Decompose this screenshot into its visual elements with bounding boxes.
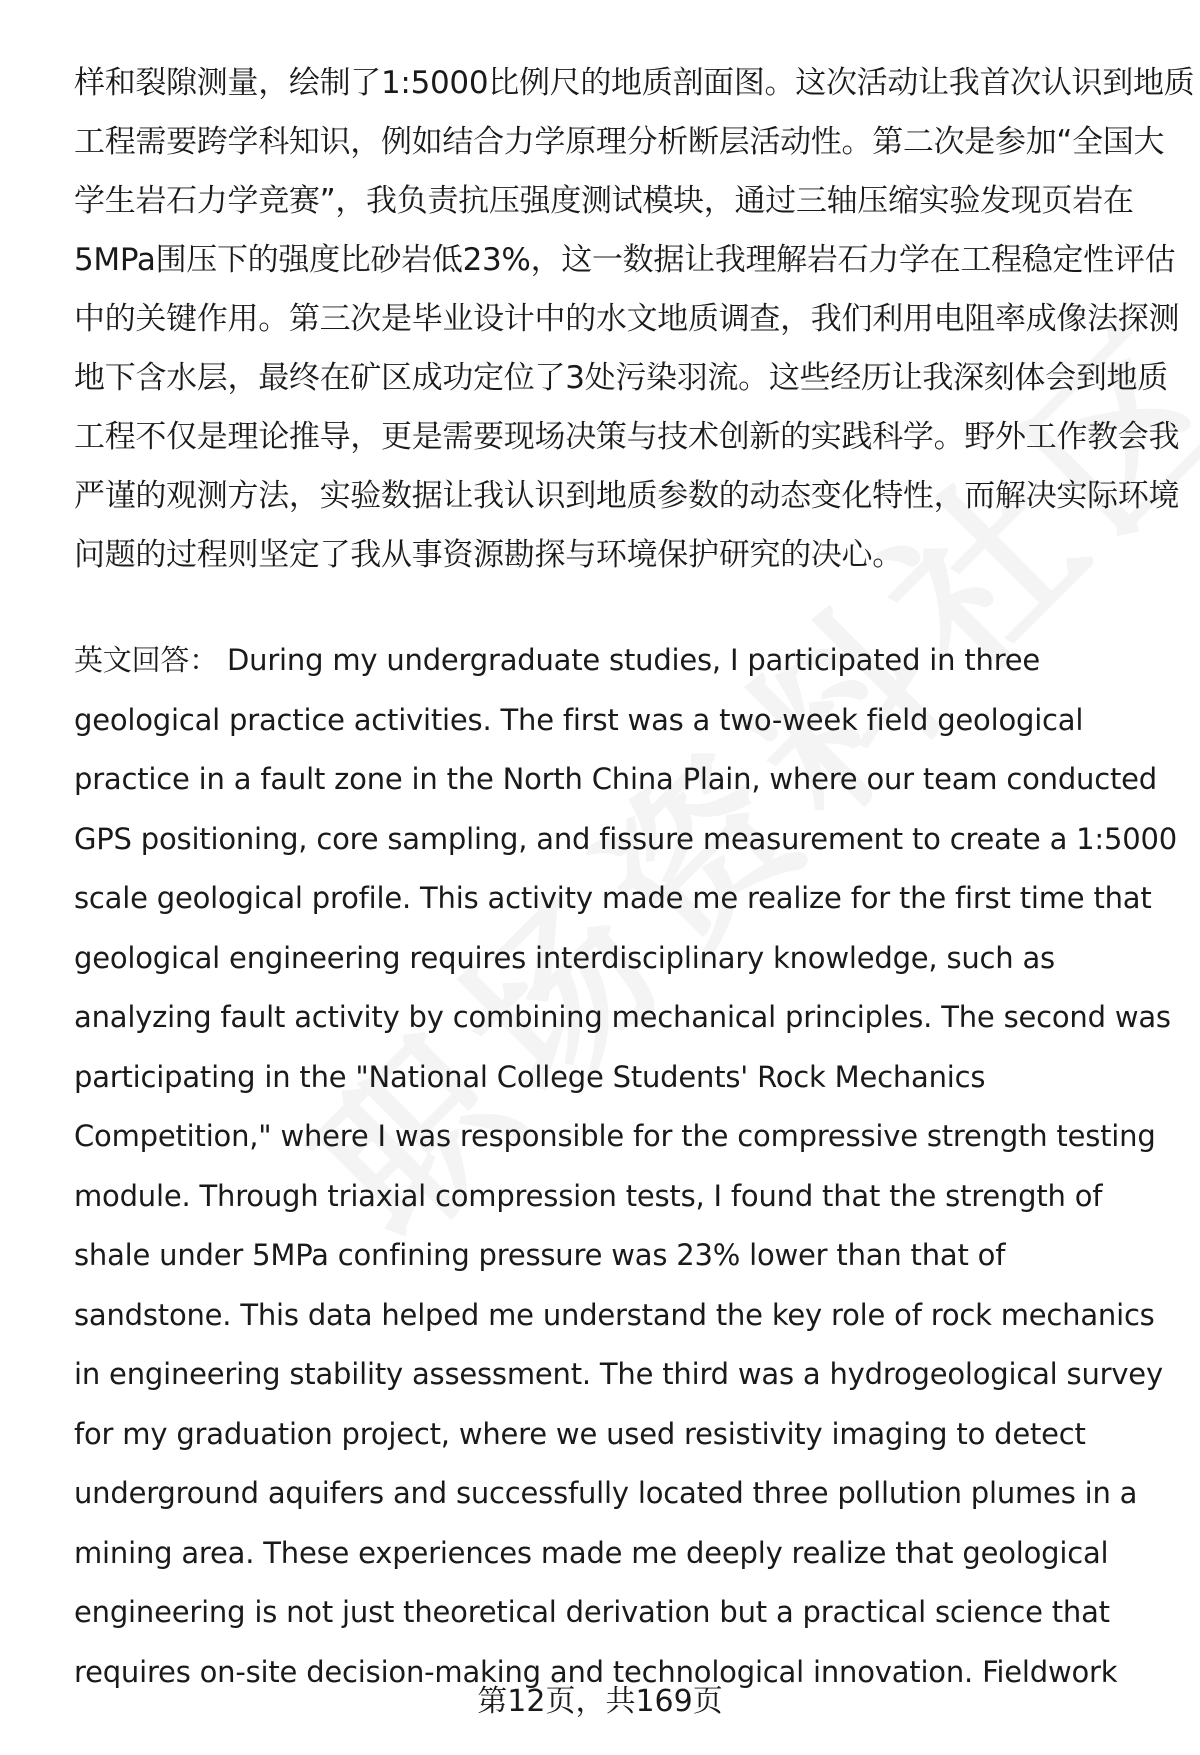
- text-line: 工程需要跨学科知识，例如结合力学原理分析断层活动性。第二次是参加“全国大: [74, 124, 1165, 160]
- chinese-paragraph: [74, 54, 1195, 585]
- text-line: 问题的过程则坚定了我从事资源勘探与环境保护研究的决心。: [74, 537, 903, 573]
- document-body: [74, 54, 1195, 1702]
- text-line: in engineering stability assessment. The third was a hydrogeological survey: [74, 1357, 1163, 1391]
- text-line: underground aquifers and successfully located three pollution plumes in a: [74, 1476, 1138, 1510]
- text-line: 学生岩石力学竞赛”，我负责抗压强度测试模块，通过三轴压缩实验发现页岩在: [74, 183, 1134, 219]
- text-line: requires on-site decision-making and technological innovation. Fieldwork: [74, 1654, 1118, 1689]
- text-line: mining area. These experiences made me deeply realize that geological: [74, 1535, 1109, 1570]
- text-line: Competition," where I was responsible for the compressive strength testing: [74, 1119, 1156, 1153]
- text-line: engineering is not just theoretical derivation but a practical science that: [74, 1595, 1110, 1629]
- text-line: 5MPa围压下的强度比砂岩低23%，这一数据让我理解岩石力学在工程稳定性评估: [74, 242, 1176, 278]
- text-line: 样和裂隙测量，绘制了1:5000比例尺的地质剖面图。这次活动让我首次认识到地质: [74, 65, 1195, 101]
- text-line: geological engineering requires interdisciplinary knowledge, such as: [74, 940, 1055, 975]
- text-line: 中的关键作用。第三次是毕业设计中的水文地质调查，我们利用电阻率成像法探测: [74, 301, 1180, 337]
- text-line: scale geological profile. This activity made me realize for the first time that: [74, 881, 1152, 915]
- text-line: sandstone. This data helped me understand the key role of rock mechanics: [74, 1297, 1155, 1332]
- english-paragraph: [74, 631, 1177, 1702]
- text-line: shale under 5MPa confining pressure was 23% lower than that of: [74, 1238, 1006, 1272]
- text-line: 严谨的观测方法，实验数据让我认识到地质参数的动态变化特性，而解决实际环境: [74, 478, 1180, 514]
- text-line: for my graduation project, where we used resistivity imaging to detect: [74, 1416, 1086, 1451]
- text-line: analyzing fault activity by combining mechanical principles. The second was: [74, 1000, 1171, 1034]
- text-line: 英文回答： During my undergraduate studies, I participated in three: [74, 643, 1041, 677]
- text-line: 工程不仅是理论推导，更是需要现场决策与技术创新的实践科学。野外工作教会我: [74, 419, 1180, 455]
- text-line: practice in a fault zone in the North China Plain, where our team conducted: [74, 762, 1157, 796]
- text-line: participating in the "National College Students' Rock Mechanics: [74, 1059, 986, 1094]
- paragraph-spacer: [74, 585, 1154, 631]
- text-line: GPS positioning, core sampling, and fissure measurement to create a 1:5000: [74, 821, 1177, 856]
- text-line: 地下含水层，最终在矿区成功定位了3处污染羽流。这些经历让我深刻体会到地质: [74, 360, 1168, 396]
- text-line: module. Through triaxial compression tests, I found that the strength of: [74, 1178, 1103, 1213]
- text-line: geological practice activities. The first was a two-week field geological: [74, 702, 1084, 737]
- page-number-footer: 第12页，共169页: [477, 1684, 723, 1719]
